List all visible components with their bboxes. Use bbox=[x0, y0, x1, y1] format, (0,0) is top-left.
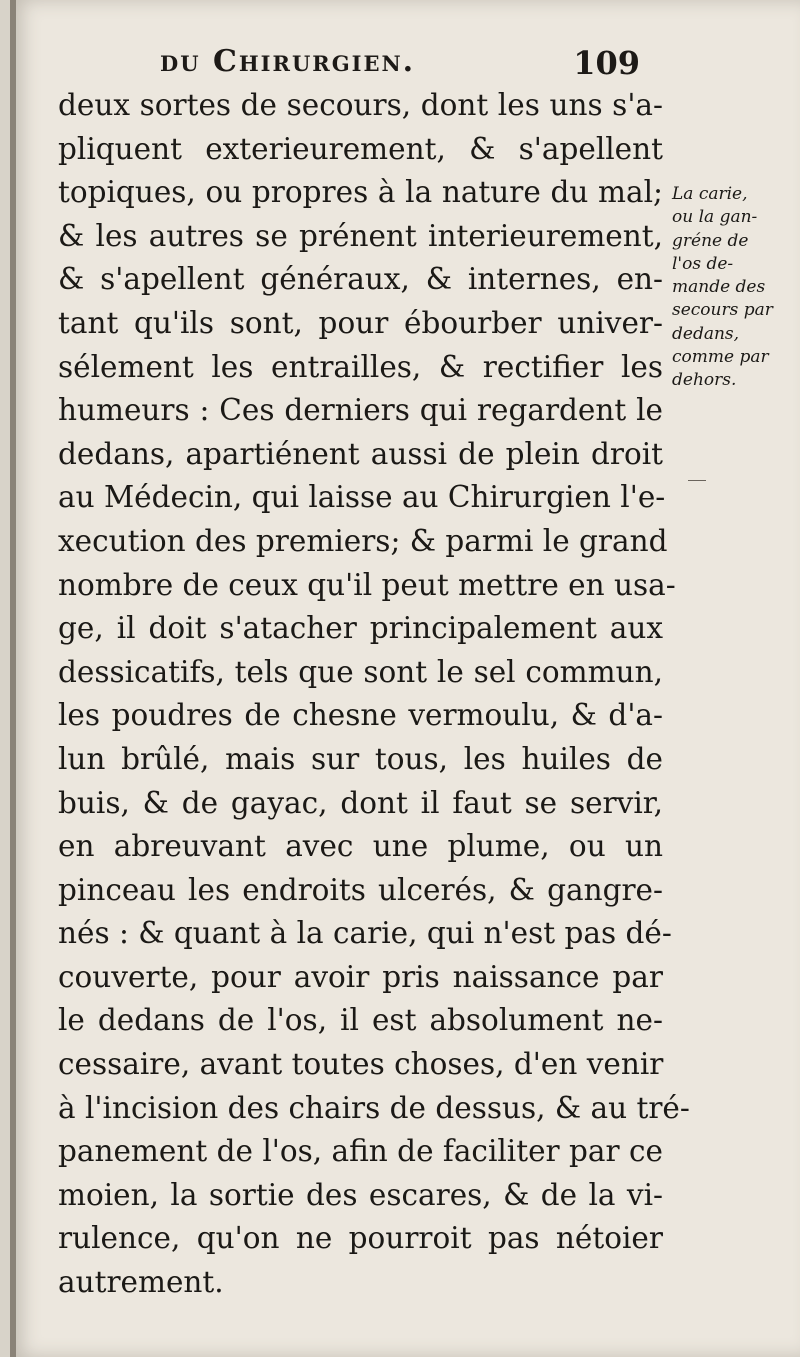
text-line: nombre de ceux qu'il peut mettre en usa- bbox=[58, 567, 676, 602]
margin-note-line: La carie, bbox=[672, 184, 748, 204]
text-line: buis, & de gayac, dont il faut se servir, bbox=[58, 785, 663, 820]
margin-divider bbox=[688, 480, 706, 481]
text-line: le dedans de l'os, il est absolument ne- bbox=[58, 1003, 663, 1038]
text-line: humeurs : Ces derniers qui regardent le bbox=[58, 393, 663, 428]
text-line: & les autres se prénent interieurement, bbox=[58, 218, 663, 253]
text-line: cessaire, avant toutes choses, d'en venir bbox=[58, 1047, 664, 1082]
text-line: ge, il doit s'atacher principalement aux bbox=[58, 611, 663, 646]
text-line: dedans, apartiénent aussi de plein droit bbox=[58, 436, 663, 471]
body-text bbox=[58, 84, 690, 1305]
margin-note-line: gréne de bbox=[672, 230, 749, 251]
margin-note-line: secours par bbox=[672, 300, 773, 321]
margin-note-line: dehors. bbox=[672, 370, 737, 391]
text-line: rulence, qu'on ne pourroit pas nétoier bbox=[58, 1221, 663, 1256]
margin-note-line: ou la gan- bbox=[672, 207, 758, 228]
book-page bbox=[10, 0, 800, 1357]
text-line: panement de l'os, afin de faciliter par ce bbox=[58, 1134, 663, 1169]
text-line: à l'incision des chairs de dessus, & au tré- bbox=[58, 1090, 690, 1125]
text-line: les poudres de chesne vermoulu, & d'a- bbox=[58, 698, 663, 733]
text-line: dessicatifs, tels que sont le sel commun, bbox=[58, 654, 663, 689]
page-number: 109 bbox=[573, 44, 640, 82]
margin-note-line: comme par bbox=[672, 347, 769, 368]
margin-note-line: l'os de- bbox=[672, 253, 734, 274]
text-line: lun brûlé, mais sur tous, les huiles de bbox=[58, 741, 663, 776]
text-line: tant qu'ils sont, pour ébourber univer- bbox=[58, 305, 663, 340]
margin-note-line: dedans, bbox=[672, 323, 740, 344]
page-header bbox=[160, 40, 640, 88]
margin-note bbox=[672, 183, 800, 393]
text-line: moien, la sortie des escares, & de la vi- bbox=[58, 1177, 663, 1212]
text-line: couverte, pour avoir pris naissance par bbox=[58, 959, 663, 994]
margin-note-line: mande des bbox=[672, 277, 766, 298]
text-line: topiques, ou propres à la nature du mal; bbox=[58, 175, 663, 210]
text-line: pliquent exterieurement, & s'apellent bbox=[58, 131, 663, 166]
text-line: nés : & quant à la carie, qui n'est pas dé- bbox=[58, 916, 672, 951]
text-line: pinceau les endroits ulcerés, & gangre- bbox=[58, 872, 663, 907]
text-line: deux sortes de secours, dont les uns s'a- bbox=[58, 88, 663, 122]
text-line: en abreuvant avec une plume, ou un bbox=[58, 829, 663, 864]
text-line: au Médecin, qui laisse au Chirurgien l'e- bbox=[58, 480, 666, 515]
text-line: autrement. bbox=[58, 1265, 224, 1300]
running-title: du Chirurgien. bbox=[160, 44, 416, 79]
text-line: sélement les entrailles, & rectifier les bbox=[58, 349, 663, 384]
text-line: & s'apellent généraux, & internes, en- bbox=[58, 262, 663, 297]
text-line: xecution des premiers; & parmi le grand bbox=[58, 523, 668, 558]
